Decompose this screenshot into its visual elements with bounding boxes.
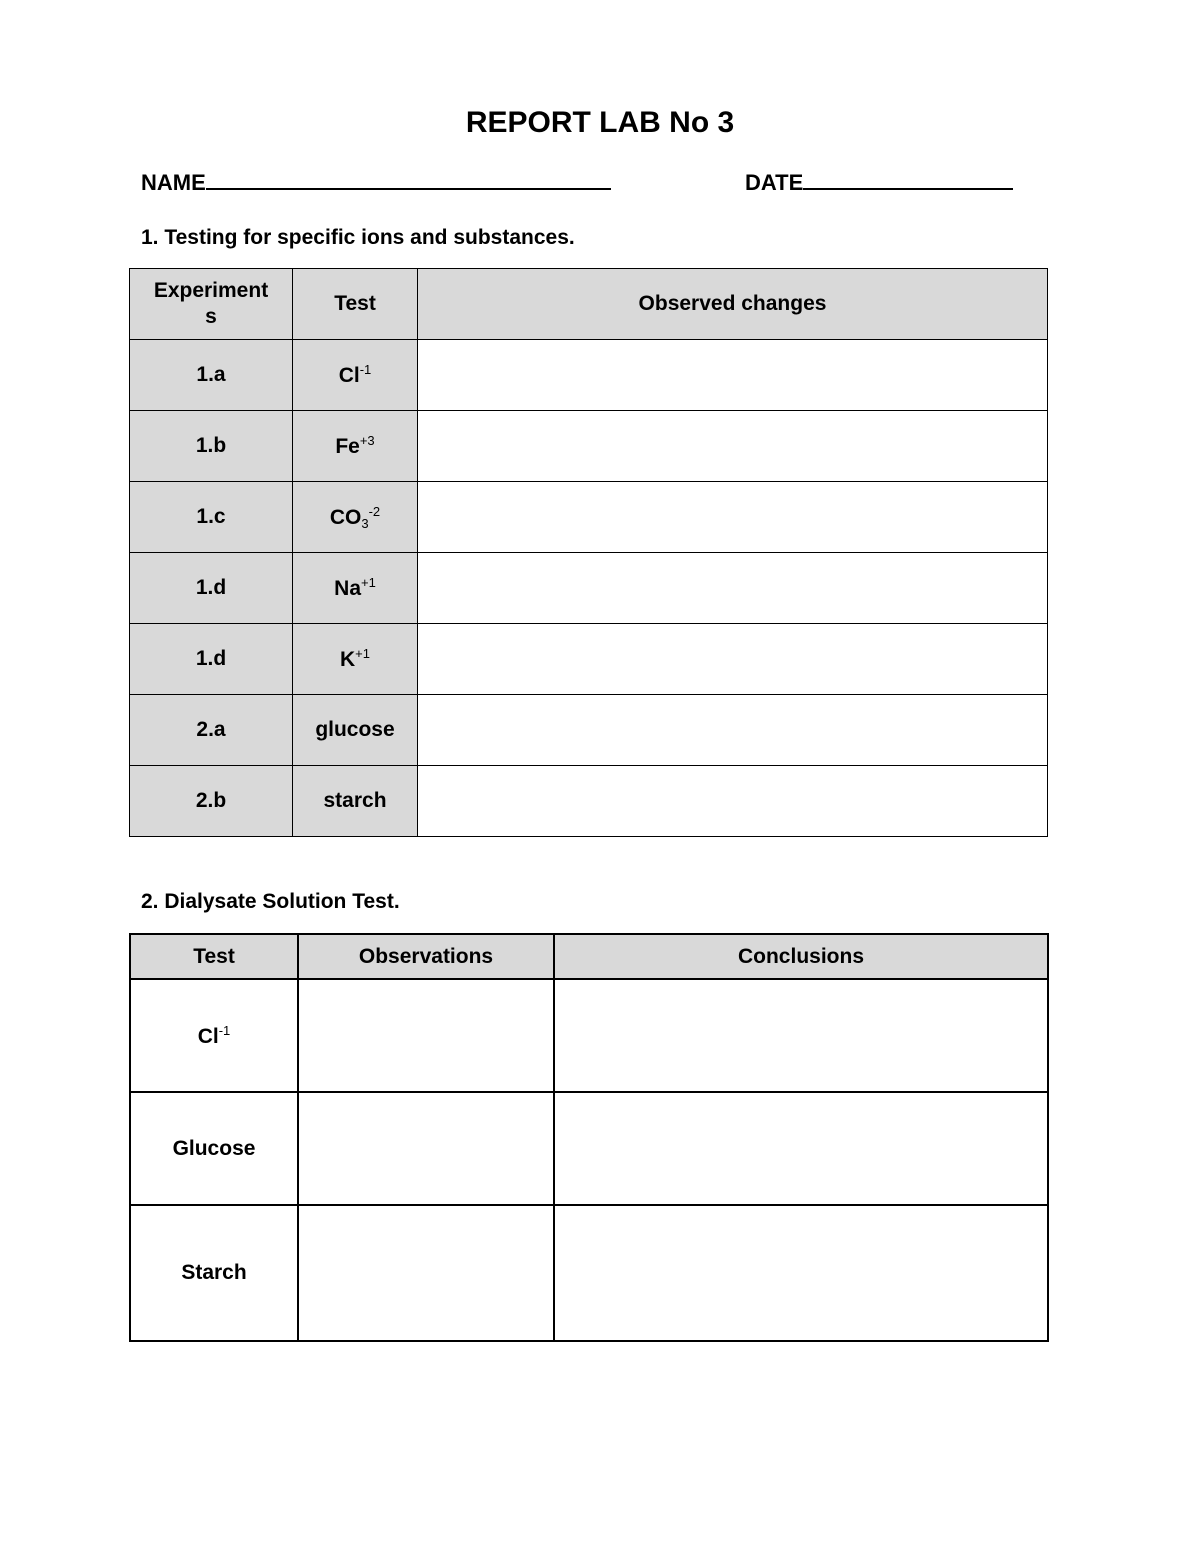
table-row [130,766,1048,837]
test-cell: $CO_3^{-2}$ [293,482,418,553]
date-field[interactable] [745,170,1013,196]
experiment-cell: 1.d [130,624,293,695]
header-observed-changes: Observed changes [418,269,1048,340]
test-cell: Starch [130,1205,298,1341]
name-label: NAME [141,170,206,195]
observed-changes-cell[interactable] [418,553,1048,624]
test-cell: glucose [293,695,418,766]
experiment-cell: 2.a [130,695,293,766]
conclusions-cell[interactable] [554,1205,1048,1341]
observed-changes-cell[interactable] [418,482,1048,553]
test-cell: $K^{+1}$ [293,624,418,695]
experiment-cell: 1.d [130,553,293,624]
table-row [130,695,1048,766]
header-test: Test [130,934,298,979]
test-cell: $Cl^{-1}$ [130,979,298,1092]
observed-changes-cell[interactable] [418,695,1048,766]
table-header-row [130,934,1048,979]
test-cell: $Cl^{-1}$ [293,340,418,411]
header-conclusions: Conclusions [554,934,1048,979]
section1-heading: 1. Testing for specific ions and substances. [141,226,575,249]
table-row [130,340,1048,411]
table-row [130,979,1048,1092]
experiment-cell: 1.b [130,411,293,482]
test-cell: $Fe^{+3}$ [293,411,418,482]
date-label: DATE [745,170,804,195]
experiment-cell: 1.a [130,340,293,411]
header-experiments: Experiment s [130,269,293,340]
experiment-cell: 2.b [130,766,293,837]
table-row [130,1092,1048,1205]
test-cell: starch [293,766,418,837]
experiment-cell: 1.c [130,482,293,553]
header-test: Test [293,269,418,340]
observed-changes-cell[interactable] [418,766,1048,837]
observed-changes-cell[interactable] [418,411,1048,482]
section2-heading: 2. Dialysate Solution Test. [141,890,400,913]
conclusions-cell[interactable] [554,979,1048,1092]
table-row [130,482,1048,553]
test-cell: Glucose [130,1092,298,1205]
observed-changes-cell[interactable] [418,624,1048,695]
observations-cell[interactable] [298,1092,554,1205]
name-field[interactable] [141,170,611,196]
dialysate-test-table [129,933,1049,1342]
observations-cell[interactable] [298,1205,554,1341]
conclusions-cell[interactable] [554,1092,1048,1205]
header-observations: Observations [298,934,554,979]
table-row [130,1205,1048,1341]
table-row [130,553,1048,624]
table-row [130,624,1048,695]
date-underline [803,170,1013,190]
observations-cell[interactable] [298,979,554,1092]
observed-changes-cell[interactable] [418,340,1048,411]
table-header-row [130,269,1048,340]
name-underline [206,170,611,190]
ion-test-table [129,268,1048,837]
test-cell: $Na^{+1}$ [293,553,418,624]
page-title: REPORT LAB No 3 [465,106,735,139]
table-row [130,411,1048,482]
